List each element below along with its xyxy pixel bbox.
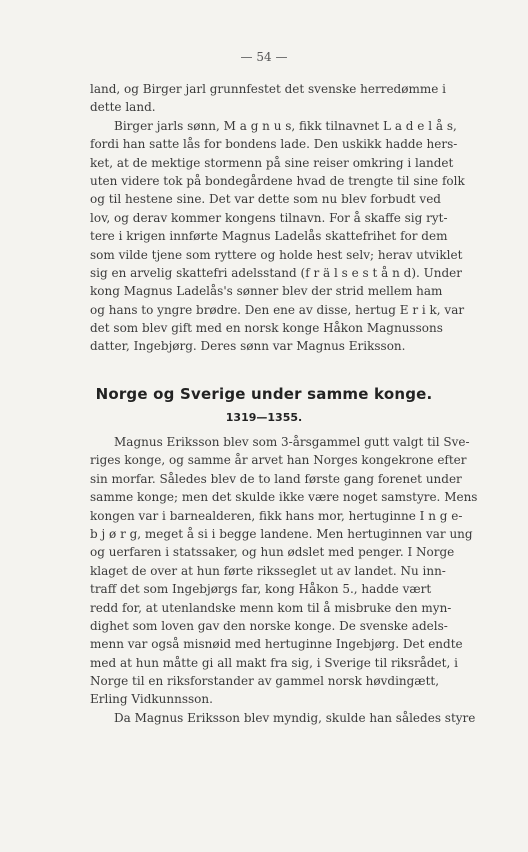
text-line: tere i krigen innførte Magnus Ladelås skattefrihet for dem [90, 229, 448, 244]
paragraph [90, 117, 488, 356]
text-line: uten videre tok på bondegårdene hvad de trengte til sine folk [90, 173, 465, 188]
text-line: lov, og derav kommer kongens tilnavn. For å skaffe sig ryt- [90, 210, 448, 225]
page-number: — 54 — [240, 50, 288, 64]
text-line: b j ø r g, meget å si i begge landene. Men hertuginnen var ung [90, 526, 473, 541]
text-line: traff det som Ingebjørgs far, kong Håkon 5., hadde vært [90, 582, 432, 597]
bottom-text-block [90, 433, 488, 727]
text-line: kongen var i barnealderen, fikk hans mor, hertuginne I n g e- [90, 508, 463, 523]
text-line: med at hun måtte gi all makt fra sig, i Sverige til riksrådet, i [90, 655, 458, 670]
text-line: kong Magnus Ladelås's sønner blev der strid mellem ham [90, 284, 443, 299]
paragraph [90, 709, 488, 727]
text-line: Erling Vidkunnsson. [90, 692, 213, 707]
section-years: 1319—1355. [225, 411, 303, 424]
text-line: ket, at de mektige stormenn på sine reiser omkring i landet [90, 155, 454, 170]
text-line: og til hestene sine. Det var dette som nu blev forbudt ved [90, 192, 441, 207]
paragraph [90, 433, 488, 709]
text-line: riges konge, og samme år arvet han Norges kongekrone efter [90, 453, 467, 468]
text-line: Magnus Eriksson blev som 3-årsgammel gutt valgt til Sve- [114, 435, 470, 449]
text-line: det som blev gift med en norsk konge Håkon Magnussons [90, 321, 443, 336]
text-line: Birger jarls sønn, M a g n u s, fikk tilnavnet L a d e l å s, [114, 118, 457, 133]
text-line: fordi han satte lås for bondens lade. Den uskikk hadde hers- [90, 137, 458, 152]
paragraph [90, 80, 488, 117]
section-heading: Norge og Sverige under samme konge. [95, 385, 433, 403]
text-line: dighet som loven gav den norske konge. De svenske adels- [90, 618, 448, 633]
top-text-block [90, 80, 488, 356]
text-line: dette land. [90, 100, 156, 115]
text-line: redd for, at utenlandske menn kom til å misbruke den myn- [90, 600, 452, 615]
text-line: Da Magnus Eriksson blev myndig, skulde han således styre [114, 710, 476, 725]
text-line: land, og Birger jarl grunnfestet det svenske herredømme i [90, 82, 446, 96]
text-line: klaget de over at hun førte riksseglet ut av landet. Nu inn- [90, 563, 446, 578]
text-line: datter, Ingebjørg. Deres sønn var Magnus Eriksson. [90, 339, 406, 354]
text-line: sin morfar. Således blev de to land første gang forenet under [90, 471, 462, 486]
text-line: og uerfaren i statssaker, og hun ødslet med penger. I Norge [90, 545, 455, 560]
text-line: og hans to yngre brødre. Den ene av disse, hertug E r i k, var [90, 302, 465, 317]
text-line: som vilde tjene som ryttere og holde hest selv; herav utviklet [90, 247, 463, 262]
text-line: sig en arvelig skattefri adelsstand (f r ä l s e s t å n d). Under [90, 265, 463, 280]
text-line: menn var også misnøid med hertuginne Ingebjørg. Det endte [90, 637, 463, 652]
text-line: samme konge; men det skulde ikke være noget samstyre. Mens [90, 490, 478, 505]
text-line: Norge til en riksforstander av gammel norsk høvdingætt, [90, 674, 440, 689]
